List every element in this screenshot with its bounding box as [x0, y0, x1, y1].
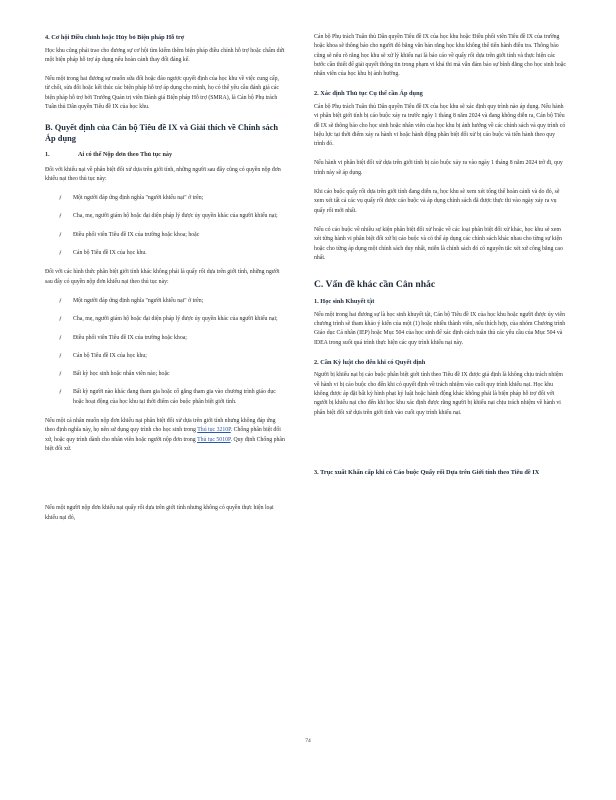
procedure-5010p-link[interactable]: Thủ tục 5010P: [197, 436, 231, 443]
subheading-title: Ai có thể Nộp đơn theo Thủ tục này: [78, 151, 173, 159]
heading-disabled-students: 1. Học sinh Khuyết tật: [314, 298, 375, 306]
text: Nếu một cá nhân muốn nộp đơn khiếu nại phân biệt đối xử dựa trên giới tính nhưng không đáp ứng theo định nghĩa này, họ nên sử dụng quy trình cho học sinh trong: [45, 418, 276, 434]
paragraph: Đối với khiếu nại về phân biệt đối xử dựa trên giới tính, những người sau đây cũng có quyền nộp đơn khiếu nại theo thủ tục này:: [45, 166, 281, 182]
list-item: ƒ Cha, mẹ, người giám hộ hoặc đại diện pháp lý được ủy quyền khác của người khiếu nại;: [45, 315, 285, 324]
page-number: 74: [305, 738, 311, 744]
left-column: [45, 33, 285, 533]
list-item: ƒ Điều phối viên Tiêu đề IX của trường hoặc khoa; hoặc: [45, 231, 285, 240]
paragraph: Đối với các hình thức phân biệt giới tính khác không phải là quấy rối dựa trên giới tính, những người sau đây có quyền nộp đơn khiếu nại theo thủ tục này:: [45, 269, 280, 285]
right-column: [314, 33, 566, 481]
list-item: ƒ Điều phối viên Tiêu đề IX của trường hoặc khoa;: [45, 334, 285, 343]
spacer: [45, 464, 285, 504]
list-item: ƒ Một người đáp ứng định nghĩa "người khiếu nại" ở trên;: [45, 297, 285, 306]
paragraph-with-links: [45, 417, 285, 454]
heading-supportive-measures: 2. Cần Kỳ luật cho đến khi có Quyết định: [314, 358, 426, 366]
list-item: ƒ Bất kỳ người nào khác đang tham gia hoặc cố gắng tham gia vào chương trình giáo dục hoặc hoạt động của học khu tại thời điểm cáo buộc phân biệt giới tính.: [45, 388, 285, 407]
paragraph: Cán bộ Phụ trách Tuân thủ Dân quyền Tiêu đề IX của học khu sẽ xác định quy trình nào áp dụng. Nếu hành vi phân biệt giới tính bị cáo buộc xảy ra trước ngày 1 tháng 8 năm 2024 và đang không diễn ra, Cán bộ Tiêu đề IX sẽ thông báo cho học sinh hoặc nhân viên của học khu bị ảnh hưởng về các chính sách và quy trình có hiệu lực tại thời điểm xảy ra hành vi hoặc hành động phân biệt đối xử bị cáo buộc và tiến hành theo quy trình đó.: [314, 103, 566, 148]
paragraph: Cán bộ Phụ trách Tuân thủ Dân quyền Tiêu đề IX của học khu hoặc Điều phối viên Tiêu đề IX của trường hoặc khoa sẽ thông báo cho người đó bằng văn bản rằng học khu không thể tiến hành điều tra. Thông báo cũng sẽ nêu rõ rằng học khu sẽ xử lý khiếu nại là báo cáo về quấy rối dựa trên giới tính và thực hiện các bước cần thiết để giải quyết thông tin trong phạm vi khả thi mà vẫn đảm bảo sự bình đẳng cho học sinh hoặc nhân viên của học khu bị ảnh hưởng.: [314, 34, 566, 78]
paragraph: Nếu một trong hai đương sự muốn sửa đổi hoặc đảo ngược quyết định của học khu về việc cung cấp, từ chối, sửa đổi hoặc kết thúc các biện pháp hỗ trợ áp dụng cho mình, họ có thể yêu cầu đánh giá các biện pháp hỗ trợ bởi Trưởng Quản trị viên Đánh giá Biện pháp Hỗ trợ (SMRA), là Cán bộ Phụ trách Tuân thủ Dân quyền Tiêu đề IX của học khu.: [45, 76, 279, 110]
paragraph: Người bị khiếu nại bị cáo buộc phân biệt giới tính theo Tiêu đề IX được giả định là không chịu trách nhiệm về hành vi bị cáo buộc cho đến khi có quyết định về trách nhiệm vào cuối quy trình khiếu nại. Học khu không được áp đặt bất kỳ hình phạt kỷ luật hoặc hành động khác không phải là biện pháp hỗ trợ đối với người bị khiếu nại cho đến khi học khu xác định được rằng người bị khiếu nại chịu trách nhiệm về hành vi phân biệt đối xử dựa trên giới tính vào cuối quy trình khiếu nại.: [314, 372, 563, 416]
paragraph: Nếu có cáo buộc về nhiều sự kiện phân biệt đối xử hoặc về các loại phân biệt đối xử khác, học khu sẽ xem xét từng hành vi phân biệt đối xử bị cáo buộc và có thể áp dụng các chính sách khác nhau cho từng sự kiện hoặc cho từng áp dụng một chính sách duy nhất, miễn là chính sách đó có nguyên tắc xét xử công bằng cao nhất.: [314, 226, 563, 261]
text: . Quy định Chống phân biệt đối xử.: [45, 436, 285, 452]
other-filers-list: [45, 297, 285, 407]
list-item: ƒ Cán bộ Tiêu đề IX của học khu.: [45, 249, 285, 258]
list-item: ƒ Cha, mẹ, người giám hộ hoặc đại diện pháp lý được ủy quyền khác của người khiếu nại;: [45, 212, 285, 221]
paragraph: Học khu cũng phải trao cho đương sự cơ hội tìm kiếm thêm biện pháp điều chỉnh hỗ trợ hoặc chấm dứt một biện pháp hỗ trợ áp dụng nếu hoàn cảnh thay đổi đáng kể.: [45, 47, 285, 63]
paragraph: Nếu một trong hai đương sự là học sinh khuyết tật, Cán bộ Tiêu đề IX của học khu hoặc người được ủy viên chương trình sẽ tham khảo ý kiến của một (1) hoặc nhiều thành viên, nếu thích hợp, của nhóm Chương trình Giáo dục Cá nhân (IEP) hoặc Mục 504 của học sinh để xác định cách tuân thủ các yêu cầu của Mục 504 và IDEA trong suốt quá trình thực hiện các quy trình khiếu nại này.: [314, 311, 566, 346]
list-item: ƒ Cán bộ Tiêu đề IX của học khu;: [45, 352, 285, 361]
heading-section-b: B. Quyết định của Cán bộ Tiêu đề IX và Giải thích về Chính sách Áp dụng: [45, 123, 279, 144]
subheading-number: 1.: [45, 151, 50, 159]
heading-emergency-removal: 3. Trục xuất Khẩn cấp khi có Cáo buộc Quấy rối Dựa trên Giới tính theo Tiêu đề IX: [314, 468, 540, 476]
procedure-3210p-link[interactable]: Thủ tục 3210P: [197, 427, 231, 434]
paragraph: Nếu hành vi phân biệt đối xử dựa trên giới tính bị cáo buộc xảy ra vào ngày 1 tháng 8 năm 2024 trở đi, quy trình này sẽ áp dụng.: [314, 160, 563, 176]
spacer: [314, 428, 566, 468]
list-item: ƒ Bất kỳ học sinh hoặc nhân viên nào; hoặc: [45, 370, 285, 379]
list-item: ƒ Một người đáp ứng định nghĩa "người khiếu nại" ở trên;: [45, 194, 285, 203]
heading-section-c: C. Vấn đề khác cần Cân nhắc: [314, 279, 436, 291]
heading-opportunity: 4. Cơ hội Điều chỉnh hoặc Hủy bỏ Biện pháp Hỗ trợ: [45, 34, 185, 41]
text: . Chống phân biệt đối xử, hoặc quy trình dành cho nhân viên hoặc người nộp đơn trong: [45, 427, 281, 443]
heading-procedure: 2. Xác định Thủ tục Cụ thể cần Áp dụng: [314, 90, 423, 98]
paragraph: Nếu một người nộp đơn khiếu nại quấy rối dựa trên giới tính nhưng không có quyền thực hiện loại khiếu nại đó,: [45, 505, 274, 521]
subheading-who-can-file: [45, 150, 285, 159]
paragraph: Khi cáo buộc quấy rối dựa trên giới tính đang diễn ra, học khu sẽ xem xét tổng thể hoàn cảnh và do đó, sẽ xem xét tất cả các vụ quấy rối được cáo buộc và áp dụng chính sách đã được thực thi vào ngày xảy ra vụ quấy rối mới nhất.: [314, 189, 560, 214]
eligible-filers-list: [45, 194, 285, 258]
